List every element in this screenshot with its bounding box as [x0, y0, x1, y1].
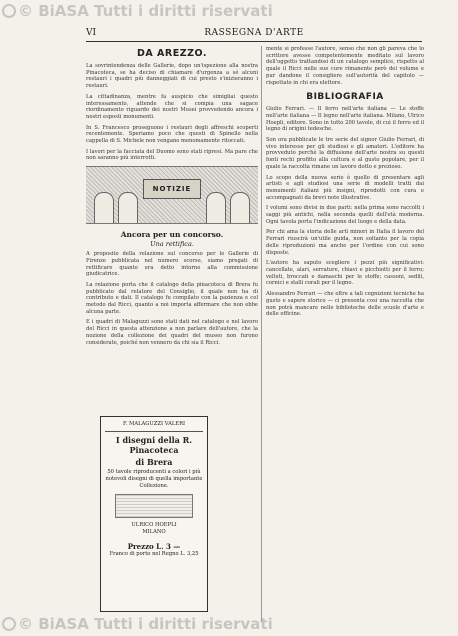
notizie-banner	[86, 166, 258, 224]
paragraph: E i quadri di Malaguzzi sono stati dati nel catalogo e nel lavoro del Ricci in questa attenzione a non parlare dell'autore, che la nozione della collezione dei quadri del museo non furono considerate, poiché non vennero da chi sia il Ricci.	[86, 319, 258, 346]
ad-divider	[105, 431, 203, 432]
ad-publisher: ULRICO HOEPLI	[131, 522, 177, 528]
ad-city: MILANO	[142, 529, 166, 535]
notice-subtitle: Una rettifica.	[150, 240, 194, 249]
section-title-arezzo: DA AREZZO.	[137, 48, 207, 59]
ad-author: F. MALAGUZZI VALERI	[122, 421, 186, 427]
arch-ornament	[230, 192, 250, 223]
watermark-text: © BiASA Tutti i diritti riservati	[18, 615, 273, 633]
paragraph: mente si professe l'autore, senso che non gli pareva che lo scrittore avesse competentemente meditato sul lavoro dell'oggetto trattandosi di un catalogo semplice, rispetto al quale il Ricci nelle sue cure rimanente però del volume e pur dandone il consigliere sull'autorità del capitolo — rispettato in chi era elettore.	[266, 46, 424, 86]
notice-title: Ancora per un concorso.	[120, 230, 224, 240]
ad-title-line2: di Brera	[135, 457, 173, 467]
ad-title-line1: I disegni della R. Pinacoteca	[115, 435, 193, 455]
ad-region	[86, 412, 258, 622]
paragraph: Son ora pubblicate le tre serie del signor Giulio Ferrari, di vivo interesse per gli studiosi e gli amatori. L'editore ha provveduto perché la diffusione dell'arte nostra su questi fonti rechi profitto alla cultura e al gusto popolare, per il quale la raccolta rimane un lavoro dotto e prezioso.	[266, 137, 424, 170]
paragraph: In S. Francesco proseguono i restauri degli affreschi scoperti recentemente. Speriamo poco che questi di Spinello nella cappella di S. Michele non vengano menomamente ritoccati.	[86, 124, 258, 145]
paragraph: I volumi sono divisi in due parti: nella prima sono raccolti i saggi più antichi, nella seconda quelli dell'età moderna. Ogni tavola porta l'indicazione del luogo e della data.	[266, 205, 424, 225]
paragraph: L'autore ha saputo scegliere i pezzi più significativi: cancellate, alari, serrature, chiavi e picchiotti per il ferro; velluti, broccati e damaschi per le stoffe; cassoni, sedili, cornici e stalli corali per il legno.	[266, 260, 424, 287]
arch-ornament	[94, 192, 114, 223]
paragraph: Per chi ama la storia delle arti minori in Italia il lavoro del Ferrari riuscirà un'utile guida, non soltanto per la copia delle riproduzioni ma anche per l'ordine con cui sono disposte.	[266, 229, 424, 256]
column-divider	[261, 46, 262, 622]
page-header	[86, 26, 422, 40]
paragraph: I lavori per la facciata del Duomo sono stati ripresi. Ma pare che non saranno più interrotti.	[86, 148, 258, 162]
page-number: VI	[86, 28, 97, 38]
copyright-icon	[2, 617, 16, 631]
watermark-text: © BiASA Tutti i diritti riservati	[18, 2, 273, 20]
copyright-icon	[2, 4, 16, 18]
right-column	[266, 46, 424, 622]
paragraph: La relazione porta che il catalogo della pinacoteca di Brera fu pubblicato dal relatore del Consiglio, il quale non ha di contributo e dati. Il catalogo fu compilato con la pazienza e col metodo dal Ricci, quanto a noi importa affermare che non ebbe alcuna parte.	[86, 281, 258, 315]
section-title-bibliografia: BIBLIOGRAFIA	[306, 92, 384, 103]
ad-illustration	[115, 494, 193, 518]
book-advertisement	[100, 416, 208, 612]
paragraph: Lo scopo della nuova serie è quello di presentare agli artisti e agli studiosi una serie di modelli tratti dai monumenti italiani più insigni, riprodotti con cura e accompagnati da brevi note illustrative.	[266, 174, 424, 201]
paragraph: A proposito della relazione sul concorso per le Gallerie di Firenze pubblicata nel numero scorso, siamo pregati di rettificare quanto era detto intorno alla commissione giudicatrice.	[86, 251, 258, 278]
ad-price: Prezzo L. 3 —	[127, 542, 181, 551]
journal-title: RASSEGNA D'ARTE	[204, 28, 304, 38]
notizie-plaque: NOTIZIE	[143, 179, 201, 199]
arch-ornament	[118, 192, 138, 223]
arch-ornament	[206, 192, 226, 223]
paragraph: Alessandro Ferrari — che oltre a tali cognizioni tecniche ha gusto e sapere storico — ci presenta così una raccolta che non potrà mancare nelle biblioteche delle scuole d'arte e delle officine.	[266, 291, 424, 318]
paragraph: Giulio Ferrari. — Il ferro nell'arte italiana — Le stoffe nell'arte italiana — Il legno nell'arte italiana. Milano, Ulrico Hoepli, editore. Sono in tutto 200 tavole, di cui il ferro ed il legno di origini tedesche.	[266, 106, 424, 133]
paragraph: La cittadinanza, mentre fa auspicio che simigliai questo interessamento, attende che si compia una sagace riordinamento riguardo dei nostri Musei provvedendo ancora i nostri esposti monumenti.	[86, 93, 258, 120]
watermark-top	[2, 2, 273, 20]
ad-footer: Franco di porto nel Regno L. 3,25	[109, 551, 199, 557]
paragraph: La sovrintendenza delle Gallerie, dopo un'ispezione alla nostra Pinacoteca, se ha deciso di chiamare d'urgenza a sé alcuni restauri i quadri più danneggiati di cui presto s'inizieranno i restauri.	[86, 63, 258, 90]
ad-description: 50 tavole riproducenti a colori i più notevoli disegni di quella importante Collezione.	[105, 469, 203, 489]
header-rule	[86, 41, 422, 42]
